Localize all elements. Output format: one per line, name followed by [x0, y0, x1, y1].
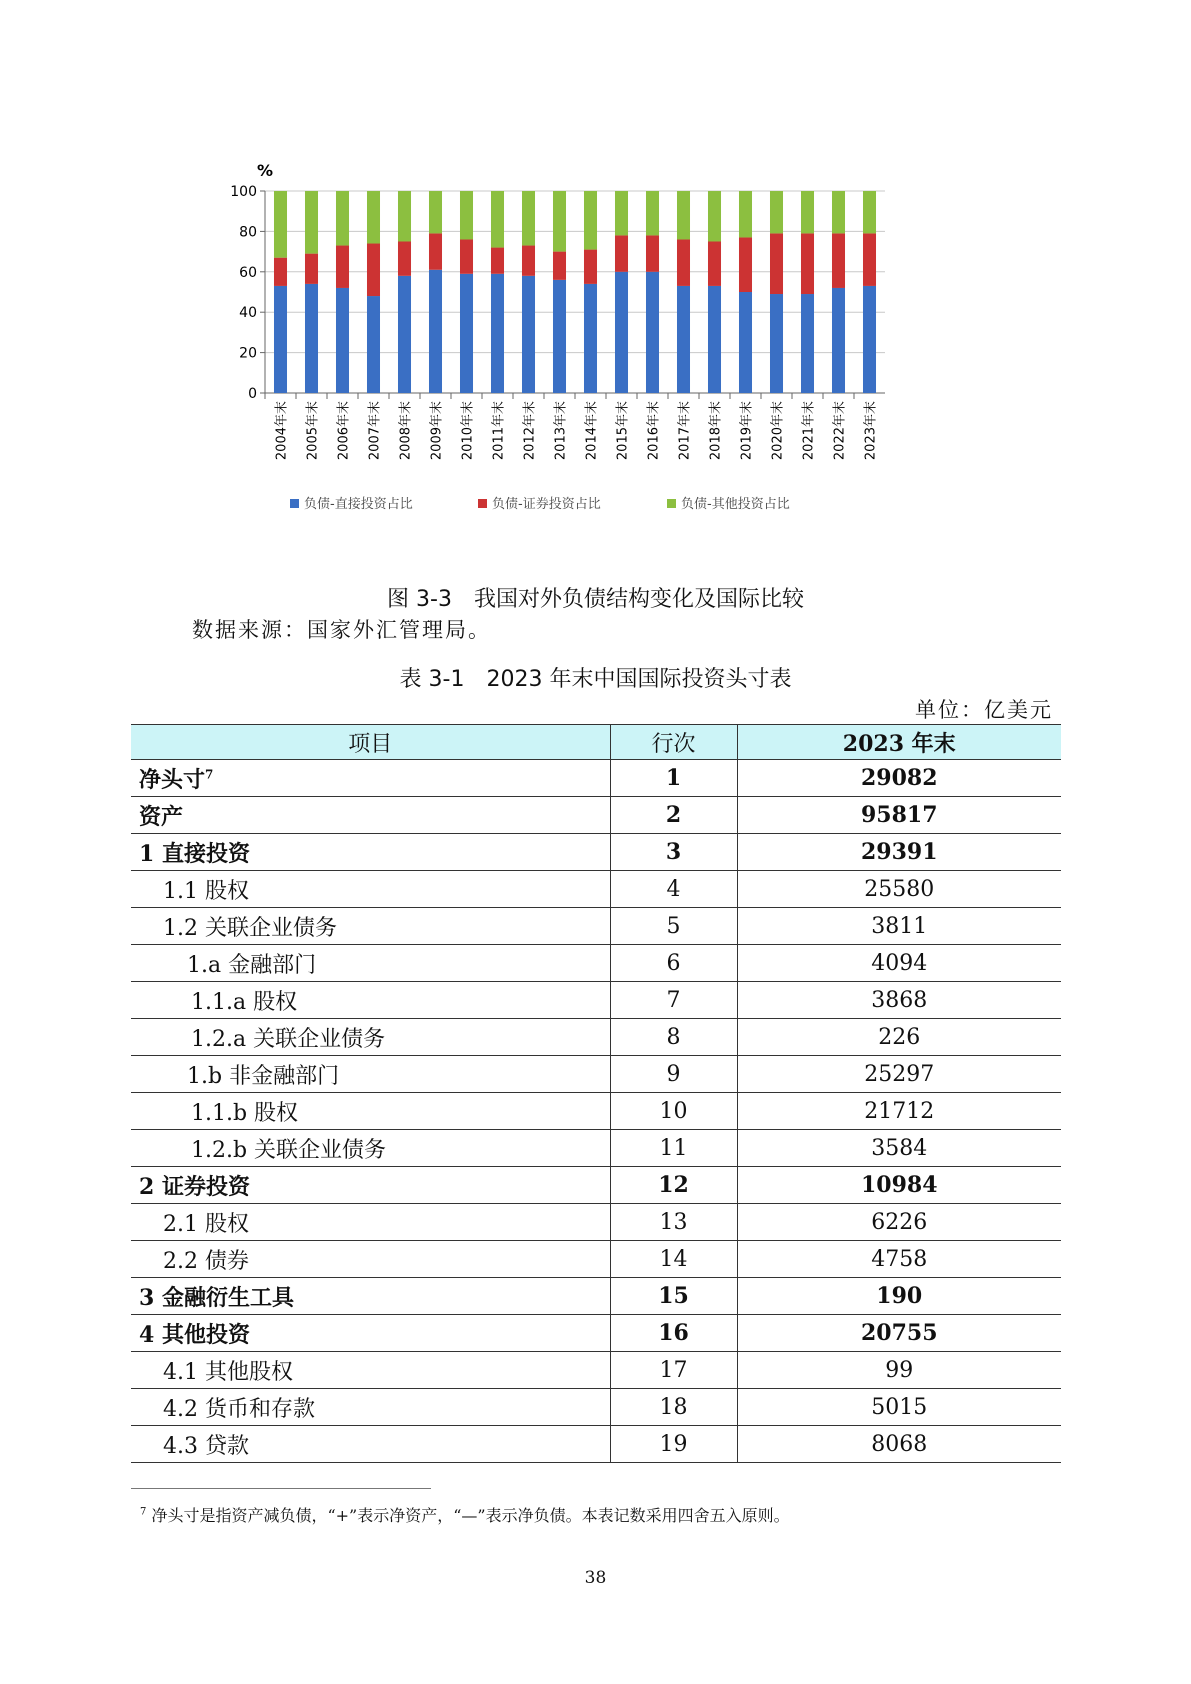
bar-segment	[770, 294, 783, 393]
row-item-label: 4.3 贷款	[163, 1433, 249, 1459]
bar-segment	[708, 242, 721, 286]
bar-segment	[832, 233, 845, 288]
row-item	[131, 1093, 610, 1130]
row-number: 10	[610, 1093, 737, 1130]
row-item	[131, 945, 610, 982]
bar-segment	[801, 191, 814, 233]
bar-segment	[336, 191, 349, 246]
row-value: 4758	[737, 1241, 1061, 1278]
table-row	[131, 834, 1061, 871]
bar-segment	[274, 191, 287, 258]
footnote-divider	[131, 1488, 431, 1489]
header-year-end: 2023 年末	[737, 725, 1061, 760]
bar-segment	[553, 280, 566, 393]
bar-segment	[336, 288, 349, 393]
row-number: 3	[610, 834, 737, 871]
x-tick-label: 2011年末	[491, 401, 507, 461]
x-tick-label: 2016年末	[646, 401, 662, 461]
legend-swatch	[667, 499, 676, 508]
row-item	[131, 1278, 610, 1315]
figure-caption: 图 3-3 我国对外负债结构变化及国际比较	[387, 587, 804, 612]
table-row	[131, 797, 1061, 834]
footnote-ref: 7	[205, 767, 214, 782]
row-item-label: 2.1 股权	[163, 1211, 249, 1237]
legend-label: 负债-其他投资占比	[681, 497, 790, 512]
row-number: 2	[610, 797, 737, 834]
row-number: 16	[610, 1315, 737, 1352]
legend-label: 负债-证券投资占比	[492, 497, 601, 512]
row-value: 8068	[737, 1426, 1061, 1463]
row-item	[131, 1389, 610, 1426]
bar-segment	[274, 258, 287, 286]
x-tick-label: 2004年末	[274, 401, 290, 461]
bar-segment	[739, 191, 752, 237]
row-item-label: 净头寸	[139, 766, 206, 793]
y-tick-label: 0	[248, 386, 257, 402]
row-value: 226	[737, 1019, 1061, 1056]
footnote	[140, 1503, 790, 1526]
x-tick-label: 2019年末	[739, 401, 755, 461]
row-number: 6	[610, 945, 737, 982]
x-tick-label: 2017年末	[677, 401, 693, 461]
row-value: 29391	[737, 834, 1061, 871]
table-row	[131, 1093, 1061, 1130]
x-tick-label: 2020年末	[770, 401, 786, 461]
footnote-text: 净头寸是指资产减负债，“+”表示净资产，“—”表示净负债。本表记数采用四舍五入原则。	[151, 1506, 790, 1525]
y-axis-label: %	[257, 161, 274, 180]
bar-segment	[584, 284, 597, 393]
row-item-label: 1 直接投资	[139, 840, 250, 867]
legend-label: 负债-直接投资占比	[304, 497, 413, 512]
table-row	[131, 1241, 1061, 1278]
bar-segment	[460, 274, 473, 393]
bar-segment	[739, 237, 752, 292]
row-item	[131, 982, 610, 1019]
table-row	[131, 1426, 1061, 1463]
bar-segment	[770, 191, 783, 233]
footnote-marker: 7	[140, 1506, 147, 1518]
x-tick-label: 2023年末	[863, 401, 879, 461]
header-row-number: 行次	[610, 725, 737, 760]
row-item-label: 1.1.a 股权	[191, 989, 298, 1015]
liability-structure-chart	[220, 155, 980, 565]
table-row	[131, 1056, 1061, 1093]
bar-segment	[367, 244, 380, 297]
bar-segment	[863, 286, 876, 393]
row-number: 19	[610, 1426, 737, 1463]
bar-segment	[429, 270, 442, 393]
bar-segment	[274, 286, 287, 393]
bar-segment	[677, 239, 690, 285]
row-number: 7	[610, 982, 737, 1019]
y-tick-label: 60	[239, 264, 257, 281]
row-item-label: 1.2 关联企业债务	[163, 915, 337, 941]
row-number: 14	[610, 1241, 737, 1278]
row-item	[131, 1130, 610, 1167]
bar-segment	[646, 272, 659, 393]
bar-segment	[832, 288, 845, 393]
bar-segment	[708, 286, 721, 393]
bar-segment	[553, 252, 566, 280]
row-value: 99	[737, 1352, 1061, 1389]
bar-segment	[553, 191, 566, 252]
row-item	[131, 760, 610, 797]
row-item-label: 1.1 股权	[163, 878, 249, 904]
row-item-label: 4.1 其他股权	[163, 1359, 293, 1385]
bar-segment	[491, 248, 504, 274]
row-number: 13	[610, 1204, 737, 1241]
bar-segment	[863, 233, 876, 286]
table-row	[131, 982, 1061, 1019]
x-tick-label: 2005年末	[305, 401, 321, 461]
table-row	[131, 1389, 1061, 1426]
x-tick-label: 2010年末	[460, 401, 476, 461]
bar-segment	[739, 292, 752, 393]
row-number: 9	[610, 1056, 737, 1093]
table-row	[131, 871, 1061, 908]
y-tick-label: 40	[239, 305, 257, 322]
bar-segment	[460, 191, 473, 239]
row-item-label: 资产	[139, 803, 184, 830]
table-row	[131, 908, 1061, 945]
row-number: 8	[610, 1019, 737, 1056]
row-value: 6226	[737, 1204, 1061, 1241]
bar-segment	[305, 191, 318, 254]
x-tick-label: 2022年末	[832, 401, 848, 461]
bar-segment	[429, 191, 442, 233]
bar-segment	[615, 272, 628, 393]
table-row	[131, 1130, 1061, 1167]
row-value: 3868	[737, 982, 1061, 1019]
row-item-label: 4.2 货币和存款	[163, 1396, 315, 1422]
row-value: 5015	[737, 1389, 1061, 1426]
bar-segment	[398, 276, 411, 393]
bar-segment	[429, 233, 442, 269]
row-item-label: 3 金融衍生工具	[139, 1284, 294, 1311]
table-row	[131, 1278, 1061, 1315]
table-row	[131, 760, 1061, 797]
row-value: 3811	[737, 908, 1061, 945]
bar-segment	[863, 191, 876, 233]
row-item	[131, 1352, 610, 1389]
legend-swatch	[290, 499, 299, 508]
page-number: 38	[584, 1568, 607, 1588]
bar-segment	[615, 191, 628, 235]
row-value: 20755	[737, 1315, 1061, 1352]
table-row	[131, 1315, 1061, 1352]
row-item	[131, 834, 610, 871]
row-item	[131, 1241, 610, 1278]
table-header-row	[131, 725, 1061, 760]
bar-segment	[646, 191, 659, 235]
bar-segment	[584, 191, 597, 250]
row-item	[131, 908, 610, 945]
row-item-label: 1.a 金融部门	[187, 952, 317, 978]
bar-segment	[708, 191, 721, 242]
bar-segment	[305, 284, 318, 393]
row-number: 15	[610, 1278, 737, 1315]
x-tick-label: 2007年末	[367, 401, 383, 461]
row-item	[131, 1167, 610, 1204]
x-tick-label: 2008年末	[398, 401, 414, 461]
bar-segment	[615, 235, 628, 271]
x-tick-label: 2006年末	[336, 401, 352, 461]
x-tick-label: 2015年末	[615, 401, 631, 461]
row-number: 11	[610, 1130, 737, 1167]
row-item-label: 1.b 非金融部门	[187, 1063, 340, 1089]
row-number: 5	[610, 908, 737, 945]
row-item	[131, 1019, 610, 1056]
y-tick-label: 100	[230, 184, 257, 200]
legend-swatch	[478, 499, 487, 508]
row-item-label: 1.2.b 关联企业债务	[191, 1137, 387, 1163]
bar-segment	[367, 296, 380, 393]
table-row	[131, 1167, 1061, 1204]
unit-label: 单位：亿美元	[915, 698, 1053, 722]
row-item-label: 1.1.b 股权	[191, 1100, 299, 1126]
row-value: 190	[737, 1278, 1061, 1315]
row-item	[131, 1056, 610, 1093]
bar-segment	[522, 246, 535, 276]
bar-segment	[522, 276, 535, 393]
row-value: 25580	[737, 871, 1061, 908]
x-tick-label: 2014年末	[584, 401, 600, 461]
table-row	[131, 1019, 1061, 1056]
bar-segment	[491, 274, 504, 393]
row-item-label: 4 其他投资	[139, 1321, 250, 1348]
bar-segment	[677, 191, 690, 239]
x-tick-label: 2013年末	[553, 401, 569, 461]
row-value: 25297	[737, 1056, 1061, 1093]
bar-segment	[398, 191, 411, 242]
y-tick-label: 20	[239, 345, 257, 362]
bar-segment	[367, 191, 380, 244]
header-item: 项目	[131, 725, 610, 760]
bar-segment	[584, 250, 597, 284]
bar-segment	[770, 233, 783, 294]
table-row	[131, 1204, 1061, 1241]
data-source-note: 数据来源：国家外汇管理局。	[192, 618, 491, 642]
row-number: 17	[610, 1352, 737, 1389]
bar-segment	[305, 254, 318, 284]
row-item	[131, 1204, 610, 1241]
row-value: 4094	[737, 945, 1061, 982]
x-tick-label: 2009年末	[429, 401, 445, 461]
row-number: 18	[610, 1389, 737, 1426]
row-value: 10984	[737, 1167, 1061, 1204]
table-row	[131, 945, 1061, 982]
bar-segment	[677, 286, 690, 393]
table-caption: 表 3-1 2023 年末中国国际投资头寸表	[399, 667, 792, 692]
row-item	[131, 1426, 610, 1463]
x-tick-label: 2021年末	[801, 401, 817, 461]
investment-position-table	[131, 724, 1061, 1463]
bar-segment	[801, 294, 814, 393]
bar-segment	[832, 191, 845, 233]
row-item-label: 2.2 债券	[163, 1248, 249, 1274]
row-number: 12	[610, 1167, 737, 1204]
row-number: 1	[610, 760, 737, 797]
bar-segment	[460, 239, 473, 273]
row-item-label: 2 证券投资	[139, 1173, 250, 1200]
bar-segment	[646, 235, 659, 271]
row-item-label: 1.2.a 关联企业债务	[191, 1026, 386, 1052]
row-value: 95817	[737, 797, 1061, 834]
bar-segment	[398, 242, 411, 276]
row-item	[131, 871, 610, 908]
row-value: 3584	[737, 1130, 1061, 1167]
row-item	[131, 797, 610, 834]
bar-segment	[491, 191, 504, 248]
bar-segment	[336, 246, 349, 288]
bar-segment	[522, 191, 535, 246]
x-tick-label: 2012年末	[522, 401, 538, 461]
row-number: 4	[610, 871, 737, 908]
row-value: 21712	[737, 1093, 1061, 1130]
row-value: 29082	[737, 760, 1061, 797]
row-item	[131, 1315, 610, 1352]
x-tick-label: 2018年末	[708, 401, 724, 461]
y-tick-label: 80	[239, 224, 257, 241]
bar-segment	[801, 233, 814, 294]
table-row	[131, 1352, 1061, 1389]
